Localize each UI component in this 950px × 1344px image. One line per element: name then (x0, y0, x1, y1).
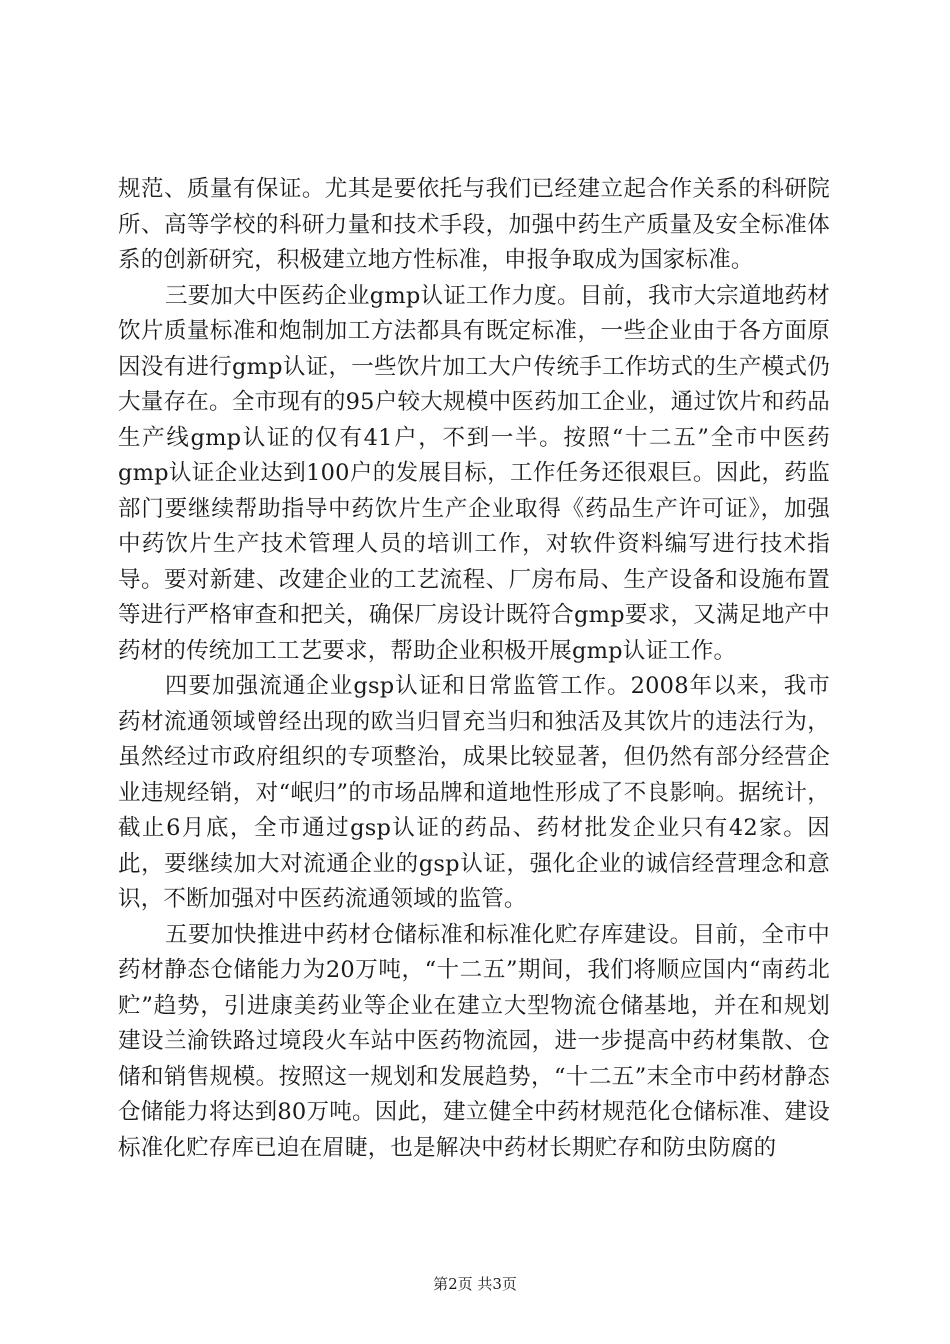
page-footer (0, 1274, 950, 1294)
paragraph-gsp-certification: 四要加强流通企业gsp认证和日常监管工作。2008年以来，我市药材流通领域曾经出现的欧当归冒充当归和独活及其饮片的违法行为，虽然经过市政府组织的专项整治，成果比较显著，但仍然有部分经营企业违规经销，对“岷归”的市场品牌和道地性形成了不良影响。据统计，截止6月底，全市通过gsp认证的药品、药材批发企业只有42家。因此，要继续加大对流通企业的gsp认证，强化企业的诚信经营理念和意识，不断加强对中医药流通领域的监管。 (118, 673, 830, 912)
paragraph-gmp-certification: 三要加大中医药企业gmp认证工作力度。目前，我市大宗道地药材饮片质量标准和炮制加工方法都具有既定标准，一些企业由于各方面原因没有进行gmp认证，一些饮片加工大户传统手工作坊式的生产模式仍大量存在。全市现有的95户较大规模中医药加工企业，通过饮片和药品生产线gmp认证的仅有41户，不到一半。按照“十二五”全市中医药gmp认证企业达到100户的发展目标，工作任务还很艰巨。因此，药监部门要继续帮助指导中药饮片生产企业取得《药品生产许可证》，加强中药饮片生产技术管理人员的培训工作，对软件资料编写进行技术指导。要对新建、改建企业的工艺流程、厂房布局、生产设备和设施布置等进行严格审查和把关，确保厂房设计既符合gmp要求，又满足地产中药材的传统加工工艺要求，帮助企业积极开展gmp认证工作。 (118, 282, 830, 664)
paragraph-continuation: 规范、质量有保证。尤其是要依托与我们已经建立起合作关系的科研院所、高等学校的科研力量和技术手段，加强中药生产质量及安全标准体系的创新研究，积极建立地方性标准，申报争取成为国家标准。 (118, 176, 830, 273)
paragraph-storage-standards: 五要加快推进中药材仓储标准和标准化贮存库建设。目前，全市中药材静态仓储能力为20万吨，“十二五”期间，我们将顺应国内“南药北贮”趋势，引进康美药业等企业在建立大型物流仓储基地，并在和规划建设兰渝铁路过境段火车站中医药物流园，进一步提高中药材集散、仓储和销售规模。按照这一规划和发展趋势，“十二五”末全市中药材静态仓储能力将达到80万吨。因此，建立健全中药材规范化仓储标准、建设标准化贮存库已迫在眉睫，也是解决中药材长期贮存和防虫防腐的 (118, 921, 830, 1161)
document-body (118, 172, 830, 1166)
page-number-label: 第2页 共3页 (433, 1275, 517, 1293)
